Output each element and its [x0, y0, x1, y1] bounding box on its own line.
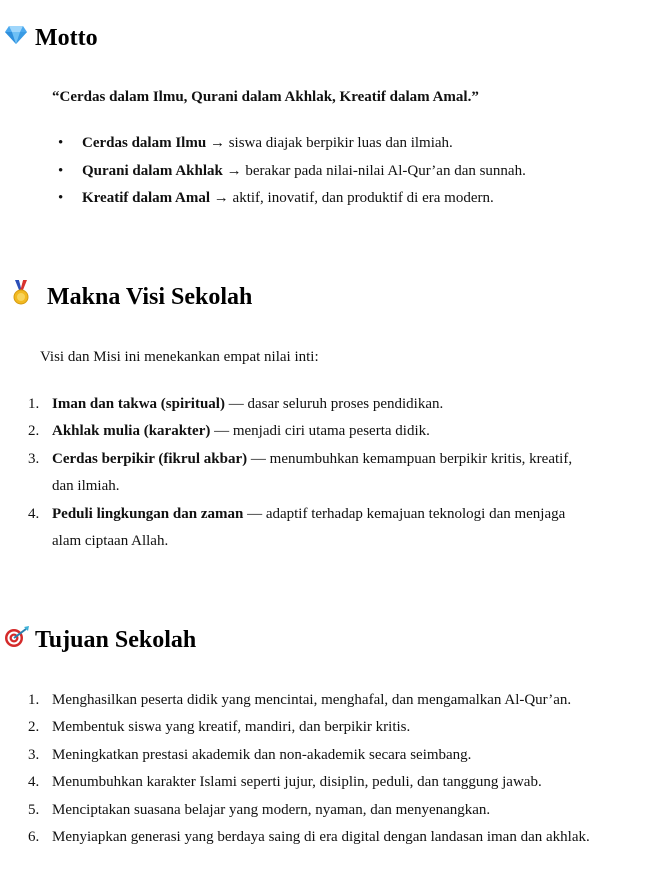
item-number: 4. — [28, 506, 40, 522]
motto-heading: Motto — [35, 25, 98, 51]
item-bold: Iman dan takwa (spiritual) — [52, 396, 225, 412]
item-number: 3. — [28, 451, 40, 467]
arrow-icon: → — [226, 163, 242, 179]
item-text-continued: dan ilmiah. — [52, 478, 120, 494]
item-bold: Kreatif dalam Amal — [82, 190, 211, 206]
item-text: aktif, inovatif, dan produktif di era modern. — [232, 190, 494, 206]
item-text: adaptif terhadap kemajuan teknologi dan menjaga — [265, 506, 566, 522]
item-text: siswa diajak berpikir luas dan ilmiah. — [228, 135, 453, 151]
arrow-icon: → — [213, 190, 229, 206]
item-text: Menyiapkan generasi yang berdaya saing di era digital dengan landasan iman dan akhlak. — [52, 829, 590, 845]
em-dash: — — [247, 506, 263, 522]
item-number: 1. — [28, 692, 40, 708]
item-bold: Cerdas berpikir (fikrul akbar) — [52, 451, 248, 467]
item-text: Menciptakan suasana belajar yang modern, nyaman, dan menyenangkan. — [52, 802, 491, 818]
motto-quote: “Cerdas dalam Ilmu, Qurani dalam Akhlak, Kreatif dalam Amal.” — [52, 89, 479, 105]
item-text: berakar pada nilai-nilai Al-Qur’an dan sunnah. — [245, 163, 526, 179]
item-text: Menumbuhkan karakter Islami seperti jujur, disiplin, peduli, dan tanggung jawab. — [52, 774, 542, 790]
item-number: 3. — [28, 747, 40, 763]
item-text: Menghasilkan peserta didik yang mencintai, menghafal, dan mengamalkan Al-Qur’an. — [52, 692, 572, 708]
bullet-icon: • — [58, 135, 64, 151]
gem-icon — [4, 25, 28, 45]
item-bold: Peduli lingkungan dan zaman — [52, 506, 244, 522]
tujuan-heading: Tujuan Sekolah — [35, 627, 197, 653]
em-dash: — — [228, 396, 244, 412]
item-number: 5. — [28, 802, 40, 818]
em-dash: — — [214, 423, 230, 439]
item-text: menjadi ciri utama peserta didik. — [232, 423, 430, 439]
makna-heading: Makna Visi Sekolah — [47, 284, 253, 310]
arrow-icon: → — [209, 135, 225, 151]
list-item — [0, 504, 654, 554]
item-number: 2. — [28, 719, 40, 735]
item-text: Membentuk siswa yang kreatif, mandiri, dan berpikir kritis. — [52, 719, 411, 735]
item-text: menumbuhkan kemampuan berpikir kritis, kreatif, — [269, 451, 573, 467]
item-text: Meningkatkan prestasi akademik dan non-akademik secara seimbang. — [52, 747, 472, 763]
makna-intro: Visi dan Misi ini menekankan empat nilai inti: — [40, 349, 319, 365]
bullet-icon: • — [58, 163, 64, 179]
medal-icon — [12, 280, 30, 306]
item-number: 2. — [28, 423, 40, 439]
item-number: 1. — [28, 396, 40, 412]
item-number: 4. — [28, 774, 40, 790]
target-dart-icon — [4, 626, 30, 648]
list-item — [0, 449, 654, 499]
item-bold: Cerdas dalam Ilmu — [82, 135, 207, 151]
em-dash: — — [250, 451, 266, 467]
item-text-continued: alam ciptaan Allah. — [52, 533, 169, 549]
item-text: dasar seluruh proses pendidikan. — [247, 396, 444, 412]
item-bold: Akhlak mulia (karakter) — [52, 423, 211, 439]
item-bold: Qurani dalam Akhlak — [82, 163, 223, 179]
bullet-icon: • — [58, 190, 64, 206]
item-number: 6. — [28, 829, 40, 845]
